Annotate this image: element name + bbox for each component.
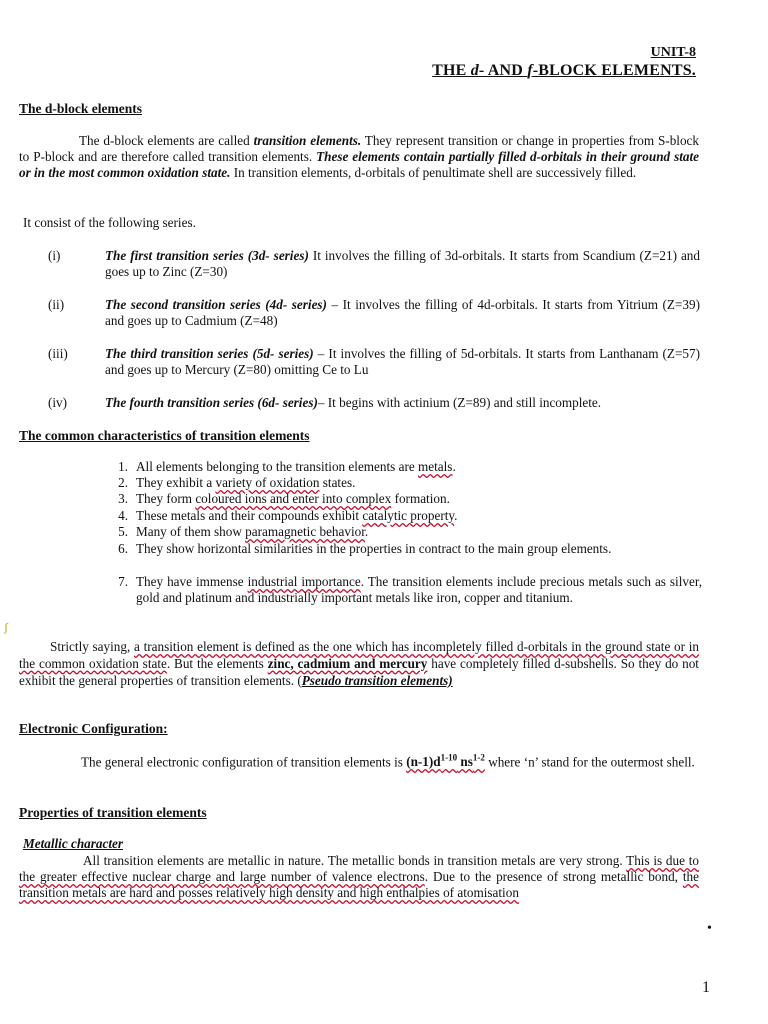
section-heading-electronic: Electronic Configuration: <box>19 721 168 736</box>
series-item: The third transition series (5d- series) – It involves the filling of 5d-orbitals. It starts from Lanthanam (Z=57) and goes up to Mercury (Z=80) omitting Ce to Lu <box>105 346 700 378</box>
page-number: 1 <box>702 979 710 997</box>
list-number: 6. <box>118 541 128 556</box>
list-item: They form coloured ions and enter into complex formation. <box>136 491 450 506</box>
list-item: They show horizontal similarities in the properties in contract to the main group elements. <box>136 541 612 556</box>
section-heading-properties: Properties of transition elements <box>19 805 207 820</box>
series-number: (i) <box>48 248 61 263</box>
series-item: The first transition series (3d- series) It involves the filling of 3d-orbitals. It starts from Scandium (Z=21) and goes up to Zinc (Z=30) <box>105 248 700 280</box>
list-number: 1. <box>118 459 128 474</box>
margin-mark: ʃ <box>4 620 8 634</box>
electronic-config-paragraph: The general electronic configuration of transition elements is $(n-1)d^{1-10}$ $ns^{1-2}$ where ‘n’ stand for the outermost shell. <box>81 753 695 770</box>
list-number: 5. <box>118 524 128 539</box>
subheading-metallic: Metallic character <box>23 836 123 851</box>
page-title: THE d- AND f-BLOCK ELEMENTS. <box>432 62 696 79</box>
unit-label: UNIT-8 <box>650 45 696 60</box>
list-number: 7. <box>118 574 128 589</box>
stray-dot: • <box>707 921 712 936</box>
series-number: (iii) <box>48 346 68 361</box>
list-number: 3. <box>118 491 128 506</box>
series-item: The second transition series (4d- series) – It involves the filling of 4d-orbitals. It starts from Yitrium (Z=39) and goes up to Cadmium (Z=48) <box>105 297 700 329</box>
series-number: (iv) <box>48 395 68 410</box>
list-item: They exhibit a variety of oxidation states. <box>136 475 356 490</box>
list-item: All elements belonging to the transition elements are metals. <box>136 459 456 474</box>
config-formula: $(n-1)d^{1-10}$ $ns^{1-2}$ <box>406 753 485 770</box>
section-heading-characteristics: The common characteristics of transition elements <box>19 428 310 443</box>
series-number: (ii) <box>48 297 65 312</box>
list-item: They have immense industrial importance. The transition elements include precious metals such as silver, gold and platinum and industrially important metals like iron, copper and titanium. <box>136 574 702 606</box>
series-intro: It consist of the following series. <box>23 215 196 230</box>
list-item: Many of them show paramagnetic behavior. <box>136 524 369 539</box>
list-item: These metals and their compounds exhibit catalytic property. <box>136 508 458 523</box>
series-item: The fourth transition series (6d- series)– It begins with actinium (Z=89) and still incomplete. <box>105 395 602 410</box>
metallic-character-paragraph: All transition elements are metallic in nature. The metallic bonds in transition metals are very strong. This is due to the greater effective nuclear charge and large number of valence electrons. Due to the presence of strong metallic bond, the transition metals are hard and posses relatively high density and high enthalpies of atomisation <box>19 853 700 901</box>
list-number: 4. <box>118 508 128 523</box>
list-number: 2. <box>118 475 128 490</box>
section-heading-dblock: The d-block elements <box>19 101 142 116</box>
dblock-intro-paragraph: The d-block elements are called transition elements. They represent transition or change in properties from S-block to P-block and are therefore called transition elements. These elements contain partially filled d-orbitals in their ground state or in the most common oxidation state. In transition elements, d-orbitals of penultimate shell are successively filled. <box>19 133 699 181</box>
strict-definition-paragraph: Strictly saying, a transition element is defined as the one which has incompletely filled d-orbitals in the ground state or in the common oxidation state. But the elements zinc, cadmium and mercury have completely filled d-subshells. So they do not exhibit the general properties of transition elements. (Pseudo transition elements) <box>19 639 699 688</box>
